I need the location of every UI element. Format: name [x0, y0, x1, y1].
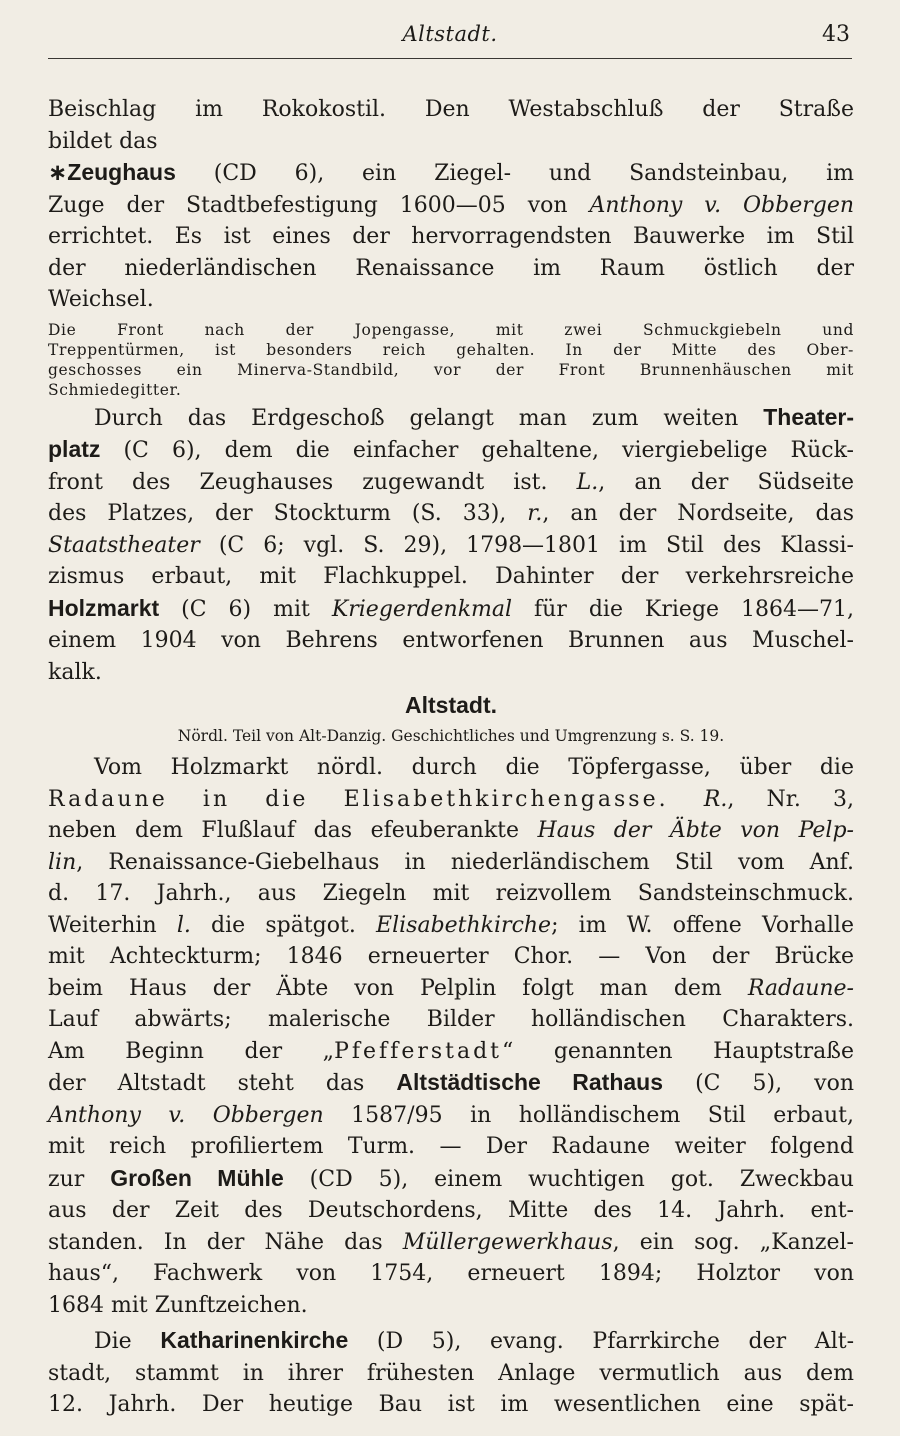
note-line: Die Front nach der Jopengasse, mit zwei Schmuckgiebeln und: [48, 320, 854, 339]
heading-holzmarkt: Holzmarkt: [48, 594, 160, 621]
text-line: aus der Zeit des Deutschordens, Mitte des 14. Jahrh. ent-: [48, 1198, 854, 1223]
note-line: Schmiedegitter.: [48, 380, 182, 399]
text-line: Weiterhin l. die spätgot. Elisabethkirche; im W. offene Vorhalle: [48, 912, 854, 938]
text-line: des Platzes, der Stockturm (S. 33), r., an der Nordseite, das: [48, 501, 854, 526]
text-line: Durch das Erdgeschoß gelangt man zum weiten Theater-: [94, 403, 854, 431]
page-number: 43: [822, 22, 850, 47]
text-line: mit Achteckturm; 1846 erneuerter Chor. — Von der Brücke: [48, 944, 854, 969]
text-line: Holzmarkt (C 6) mit Kriegerdenkmal für die Kriege 1864—71,: [48, 594, 854, 622]
star-marker: ∗: [48, 159, 68, 185]
architect-name: Anthony v. Obbergen: [589, 192, 855, 218]
paragraph-altstadt: [48, 752, 854, 1321]
note-line: geschosses ein Minerva-Standbild, vor der Front Brunnenhäuschen mit: [48, 360, 854, 379]
text-line: zismus erbaut, mit Flachkuppel. Dahinter der verkehrsreiche: [48, 564, 854, 589]
text-line: mit reich profiliertem Turm. — Der Radaune weiter folgend: [48, 1134, 854, 1159]
text-line: Weichsel.: [48, 287, 154, 312]
text-line: der niederländischen Renaissance im Raum östlich der: [48, 255, 854, 281]
text-line: haus“, Fachwerk von 1754, erneuert 1894; Holztor von: [48, 1261, 854, 1286]
heading-theaterplatz: Theater-: [763, 403, 854, 430]
text-line: lin, Renaissance-Giebelhaus in niederländischem Stil vom Anf.: [48, 849, 854, 875]
text-line: bildet das: [48, 128, 158, 154]
page-body: [48, 94, 854, 1421]
section-note: Nördl. Teil von Alt-Danzig. Geschichtliches und Umgrenzung s. S. 19.: [177, 727, 725, 745]
text-line: Die Katharinenkirche (D 5), evang. Pfarrkirche der Alt-: [94, 1327, 855, 1354]
text-line: platz (C 6), dem die einfacher gehaltene, viergiebelige Rück-: [48, 436, 854, 463]
paragraph-katharinenkirche: [48, 1325, 854, 1421]
note-line: Treppentürmen, ist besonders reich gehalten. In der Mitte des Ober-: [48, 340, 854, 359]
heading-katharinenkirche: Katharinenkirche: [160, 1327, 349, 1353]
section-title: Altstadt.: [405, 692, 497, 718]
staatstheater-name: Staatstheater: [48, 532, 200, 558]
text-line: d. 17. Jahrh., aus Ziegeln mit reizvollem Sandsteinschmuck.: [48, 881, 854, 906]
text-line: 12. Jahrh. Der heutige Bau ist im wesentlichen eine spät-: [48, 1392, 854, 1417]
heading-zeughaus: Zeughaus: [67, 159, 176, 185]
text-line: Staatstheater (C 6; vgl. S. 29), 1798—1801 im Stil des Klassi-: [48, 532, 854, 558]
paragraph-theaterplatz: [48, 402, 854, 689]
text-line: Radaune in die Elisabethkirchengasse. R., Nr. 3,: [48, 786, 854, 812]
text-line: Zuge der Stadtbefestigung 1600—05 von Anthony v. Obbergen: [48, 192, 855, 218]
text-line: errichtet. Es ist eines der hervorragendsten Bauwerke im Stil: [48, 224, 854, 249]
text-line: kalk.: [48, 659, 102, 685]
header-rule: [48, 58, 852, 59]
text-line: neben dem Flußlauf das efeuberankte Haus der Äbte von Pelp-: [48, 818, 854, 843]
text-line: standen. In der Nähe das Müllergewerkhaus, ein sog. „Kanzel-: [48, 1229, 854, 1255]
text-line: der Altstadt steht das Altstädtische Rathaus (C 5), von: [48, 1069, 855, 1096]
text-line: front des Zeughauses zugewandt ist. L., an der Südseite: [48, 469, 854, 495]
text-line: einem 1904 von Behrens entworfenen Brunnen aus Muschel-: [48, 628, 854, 653]
running-title: Altstadt.: [402, 22, 498, 46]
paragraph-zeughaus: [48, 94, 854, 316]
text-line: Beischlag im Rokokostil. Den Westabschluß der Straße: [48, 97, 854, 122]
text-line: 1684 mit Zunftzeichen.: [48, 1292, 308, 1318]
text-line: Am Beginn der „Pfefferstadt“ genannten Hauptstraße: [48, 1038, 854, 1064]
heading-grosse-muehle: Großen Mühle: [110, 1164, 284, 1191]
text-line: beim Haus der Äbte von Pelplin folgt man dem Radaune-: [48, 975, 854, 1001]
running-header: [48, 22, 852, 52]
text-line: zur Großen Mühle (CD 5), einem wuchtigen got. Zweckbau: [48, 1164, 854, 1192]
text-line: stadt, stammt in ihrer frühesten Anlage vermutlich aus dem: [48, 1360, 854, 1386]
text-line: Lauf abwärts; malerische Bilder holländischen Charakters.: [48, 1007, 854, 1032]
text-line: Anthony v. Obbergen 1587/95 in holländischem Stil erbaut,: [48, 1102, 854, 1128]
text-line: ∗Zeughaus (CD 6), ein Ziegel- und Sandsteinbau, im: [48, 159, 854, 186]
small-print-note: [48, 320, 854, 400]
text-line: Vom Holzmarkt nördl. durch die Töpfergasse, über die: [94, 755, 854, 780]
heading-rathaus: Altstädtische Rathaus: [396, 1069, 664, 1095]
